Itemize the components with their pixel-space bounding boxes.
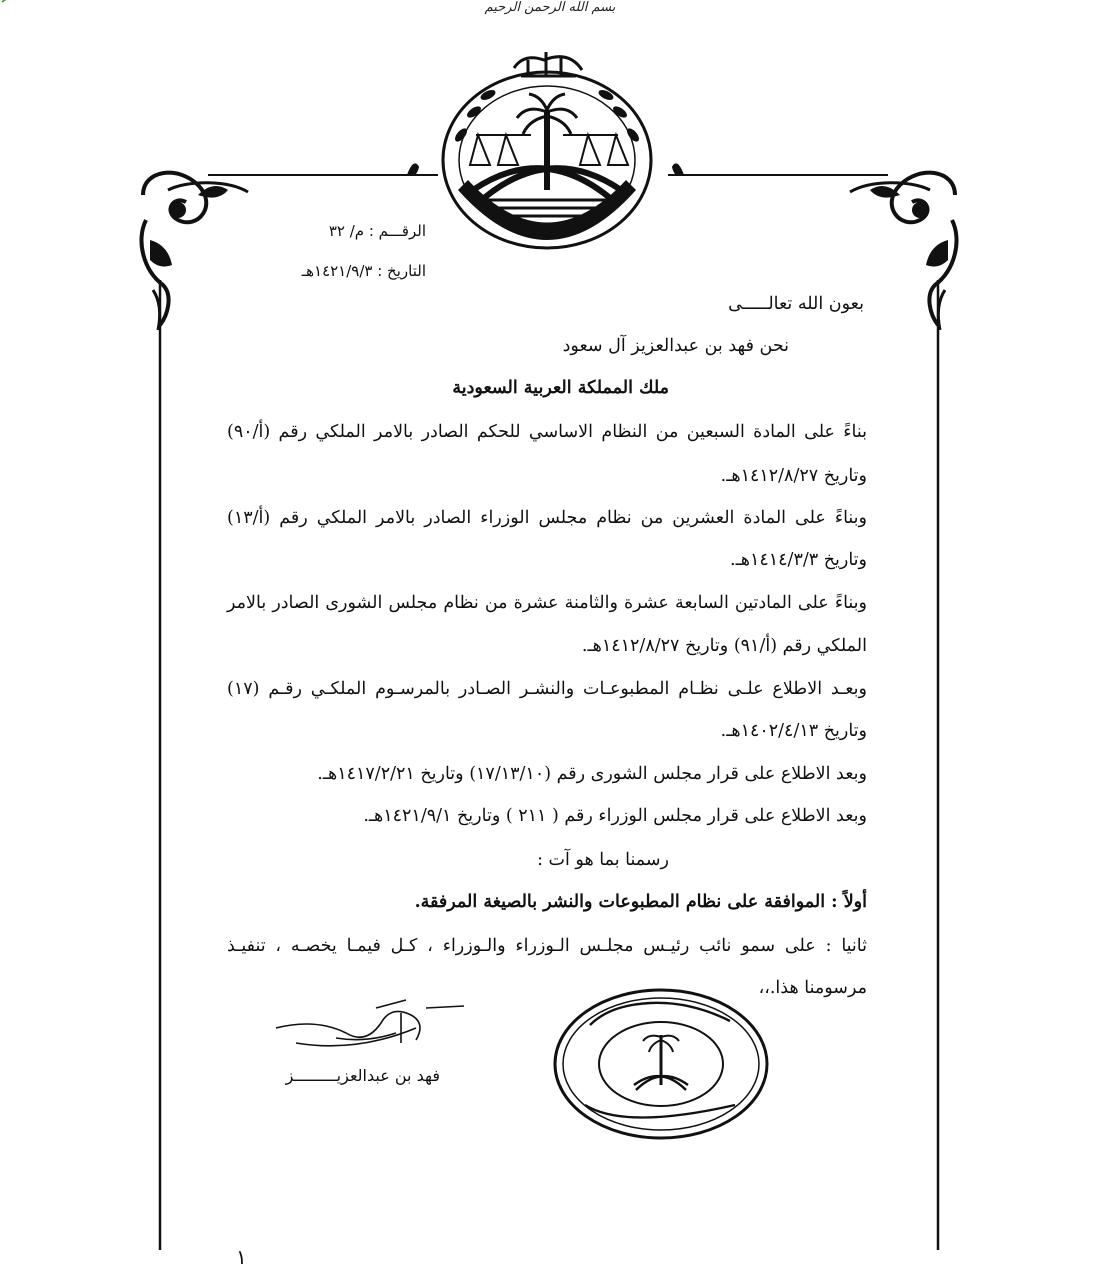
decree-line: رسمنا بما هو آت :: [537, 850, 669, 870]
article-second-line-1: ثانيا : على سمو نائب رئيـس مجلـس الـوزراء والـوزراء ، كـل فيمـا يخصـه ، تنفيـذ: [227, 936, 867, 956]
basmala: بسم الله الرحمن الرحيم: [484, 0, 616, 15]
seal-text-top: [600, 1000, 601, 1001]
preamble-line-7: وبعـد الاطلاع علـى نظـام المطبوعـات والنشـر الصـادر بالمرسـوم الملكـي رقـم (١٧): [227, 679, 867, 699]
preamble-line-10: وبعد الاطلاع على قرار مجلس الوزراء رقم ( ٢١١ ) وتاريخ ١٤٢١/٩/١هـ.: [363, 806, 867, 826]
preamble-line-4: وتاريخ ١٤١٤/٣/٣هـ.: [730, 550, 867, 570]
official-seal-stamp: [550, 985, 772, 1143]
preamble-line-8: وتاريخ ١٤٠٢/٤/١٣هـ.: [720, 721, 867, 741]
ornamental-border: [138, 150, 960, 1250]
emblem-caption: [470, 205, 620, 206]
seal-text-bottom: [600, 1120, 601, 1121]
corner-mark: [0, 0, 18, 4]
preamble-line-1: بناءً على المادة السبعين من النظام الاساسي للحكم الصادر بالامر الملكي رقم (أ/٩٠): [227, 422, 867, 442]
preamble-line-9: وبعد الاطلاع على قرار مجلس الشورى رقم (١٧/١٣/١٠) وتاريخ ١٤١٧/٢/٢١هـ.: [317, 764, 867, 784]
signature-mark: [276, 998, 466, 1063]
opening-line: بعون الله تعالـــــى: [728, 294, 864, 314]
reference-date: التاريخ : ١٤٢١/٩/٣هـ: [301, 262, 426, 280]
preamble-line-2: وتاريخ ١٤١٢/٨/٢٧هـ.: [720, 466, 867, 486]
reference-number: الرقـــم : م/ ٣٢: [328, 222, 426, 240]
king-title-line: ملك المملكة العربية السعودية: [452, 378, 669, 398]
article-second-line-2: مرسومنا هذا.،،: [758, 978, 867, 998]
king-name-line: نحن فهد بن عبدالعزيز آل سعود: [562, 336, 789, 356]
article-first: أولاً : الموافقة على نظام المطبوعات والنشر بالصيغة المرفقة.: [414, 892, 867, 912]
preamble-line-3: وبناءً على المادة العشرين من نظام مجلس الوزراء الصادر بالامر الملكي رقم (أ/١٣): [227, 508, 867, 528]
preamble-line-5: وبناءً على المادتين السابعة عشرة والثامنة عشرة من نظام مجلس الشورى الصادر بالامر: [227, 593, 867, 613]
page-number: ١: [236, 1245, 247, 1269]
royal-emblem-icon: [436, 40, 658, 262]
preamble-line-6: الملكي رقم (أ/٩١) وتاريخ ١٤١٢/٨/٢٧هـ.: [581, 636, 867, 656]
signatory-name: فهد بن عبدالعزيـــــــــز: [285, 1066, 440, 1085]
